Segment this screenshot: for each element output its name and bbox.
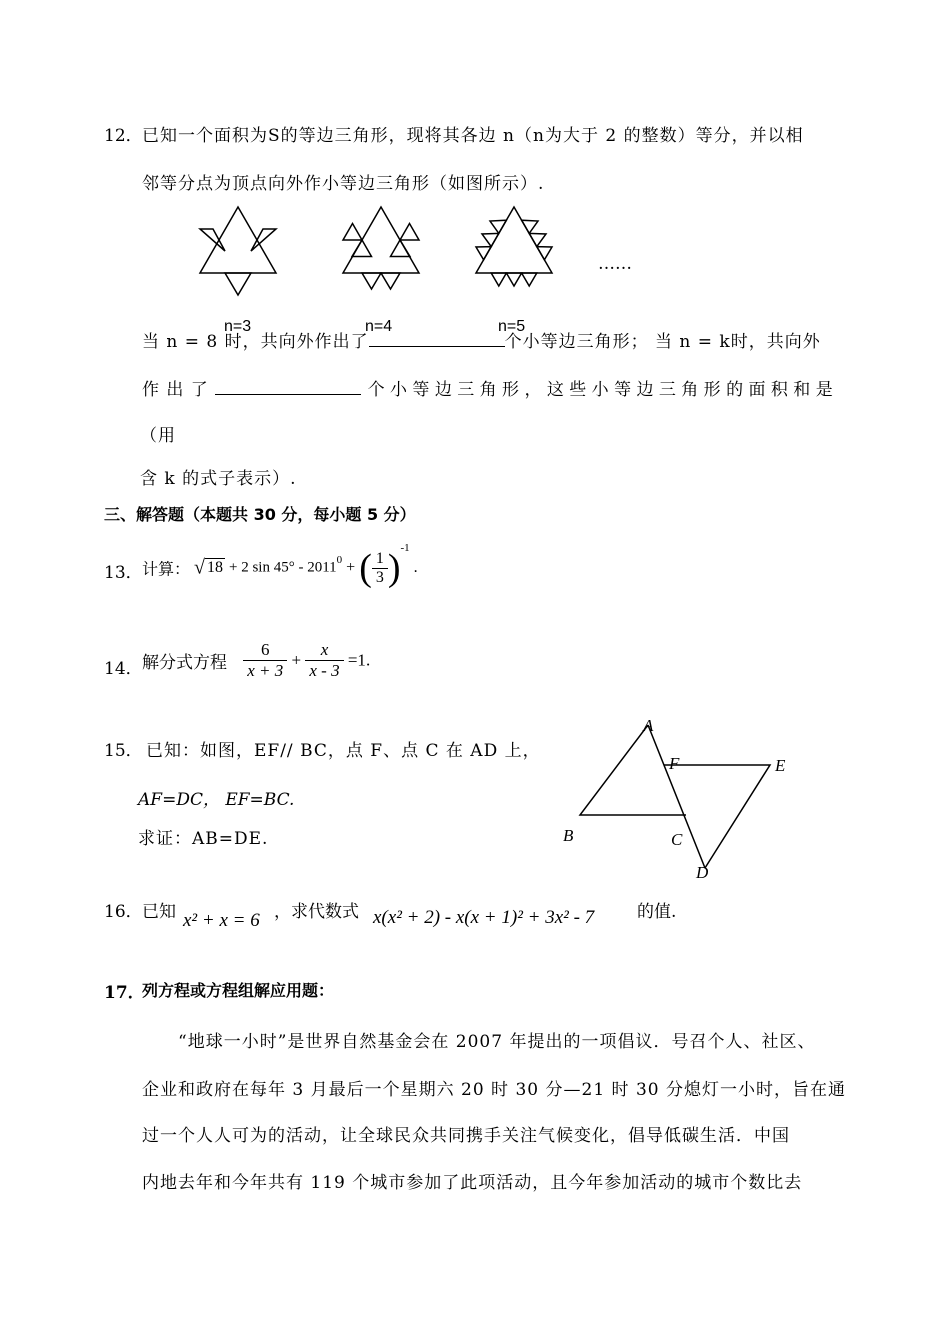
section-title: 三、解答题（本题共 30 分，每小题 5 分）: [104, 505, 416, 524]
q16-expression: x(x² + 2) - x(x + 1)² + 3x² - 7: [373, 907, 595, 928]
q17-paragraph-line1: “地球一小时”是世界自然基金会在 2007 年提出的一项倡议．号召个人、社区、: [178, 1032, 816, 1052]
label-B: B: [563, 826, 574, 845]
figure-n5: [476, 207, 556, 297]
q12-line4-b: 个 小 等 边 三 角 形 ， 这 些 小 等 边 三 角 形 的 面 积 和 是: [367, 380, 833, 400]
q13-frac-bottom: 3: [375, 568, 384, 586]
figure-n3: [200, 207, 280, 297]
q13-fraction: [372, 550, 388, 587]
paren-right: ): [387, 547, 401, 589]
figure-label-n3: n=3: [224, 318, 252, 335]
q13-number: 13．: [104, 563, 143, 583]
q12-line3-a: 当 n = 8 时，共向外作出了: [142, 332, 369, 352]
q14-f2-bottom: x - 3: [309, 661, 340, 680]
q12-line5: （用: [140, 426, 176, 446]
q12-line1: 已知一个面积为S的等边三角形，现将其各边 n（n为大于 2 的整数）等分，并以相: [142, 126, 804, 146]
q13-frac-top: 1: [372, 550, 388, 569]
q16-middle: ，求代数式: [274, 902, 359, 922]
q15-line1: 已知：如图，EF// BC，点 F、点 C 在 AD 上，: [146, 741, 541, 761]
q14-prefix: 解分式方程: [142, 653, 227, 672]
q13-suffix: .: [413, 559, 418, 576]
q13-expression: [142, 542, 418, 590]
label-C: C: [671, 830, 683, 849]
q12-line6: 含 k 的式子表示）.: [140, 469, 297, 489]
label-F: F: [669, 754, 680, 773]
q12-line4-a: 作 出 了: [142, 380, 209, 400]
q14-expression: [142, 640, 370, 681]
q17-number: 17．: [104, 983, 145, 1003]
answer-blank-1[interactable]: [369, 328, 505, 347]
answer-blank-2[interactable]: [215, 376, 361, 395]
q14-suffix: .: [365, 650, 371, 670]
q14-f2-top: x: [305, 640, 343, 661]
q14-fraction-2: [305, 640, 343, 681]
q14-rhs: =1: [347, 650, 366, 670]
q12-line2: 邻等分点为顶点向外作小等边三角形（如图所示）.: [142, 174, 545, 194]
figure-n4: [343, 207, 423, 297]
q14-number: 14．: [104, 659, 143, 679]
q13-prefix: 计算：: [142, 561, 191, 579]
figure-label-n4: n=4: [365, 318, 393, 335]
q12-line3-b: 个小等边三角形； 当 n = k时，共向外: [504, 332, 821, 352]
q13-exp-neg1: -1: [400, 542, 410, 554]
q16-number: 16．: [104, 902, 143, 922]
q15-line2: AF=DC， EF=BC.: [138, 790, 295, 810]
q15-line3: 求证：AB=DE.: [138, 829, 269, 849]
q16-condition: x² + x = 6: [183, 910, 260, 931]
q17-paragraph-line4: 内地去年和今年共有 119 个城市参加了此项活动，且今年参加活动的城市个数比去: [142, 1173, 803, 1193]
q16-prefix: 已知: [142, 902, 176, 922]
q14-f1-top: 6: [243, 640, 287, 661]
q13-radicand: 18: [207, 559, 223, 576]
figure-ellipsis: ……: [598, 254, 632, 274]
q17-paragraph-line2: 企业和政府在每年 3 月最后一个星期六 20 时 30 分—21 时 30 分熄灯一小时，旨在通: [142, 1080, 846, 1100]
q12-line3: [142, 327, 821, 352]
q12-line4: [142, 375, 833, 400]
q12-number: 12．: [104, 126, 143, 146]
paren-left: (: [359, 547, 372, 589]
q14-f1-bottom: x + 3: [247, 661, 284, 680]
q13-plus: +: [346, 559, 356, 576]
q17-title: 列方程或方程组解应用题：: [142, 981, 335, 1000]
q17-paragraph-line3: 过一个人人可为的活动，让全球民众共同携手关注气候变化，倡导低碳生活．中国: [142, 1126, 790, 1146]
q13-term: + 2 sin 45° - 2011: [229, 559, 337, 576]
label-A: A: [643, 716, 654, 735]
q14-fraction-1: [243, 640, 287, 681]
q15-number: 15．: [104, 741, 143, 761]
q13-exp0: 0: [336, 554, 343, 566]
label-E: E: [775, 756, 786, 775]
q14-plus: +: [291, 650, 302, 670]
sqrt-sign: √: [194, 556, 205, 579]
label-D: D: [696, 863, 709, 882]
q16-suffix: 的值.: [637, 902, 677, 922]
geometry-figure: [570, 720, 810, 870]
figure-label-n5: n=5: [498, 318, 526, 335]
